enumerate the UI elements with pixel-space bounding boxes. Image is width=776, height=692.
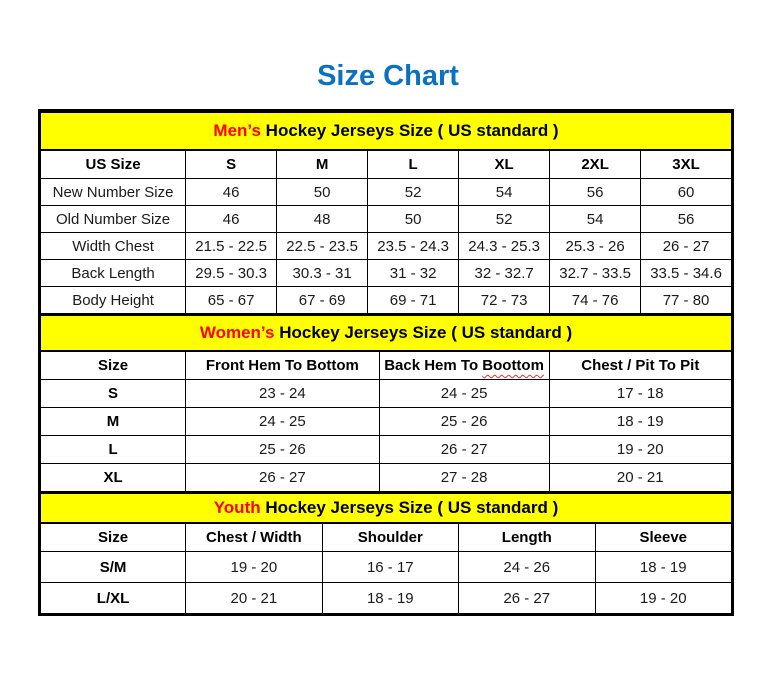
section-title-highlight: Men’s	[213, 121, 261, 140]
cell-value: 21.5 - 22.5	[186, 233, 277, 260]
column-header: US Size	[41, 150, 186, 179]
row-label: Old Number Size	[41, 206, 186, 233]
page-title: Size Chart	[317, 60, 459, 92]
cell-value: 32.7 - 33.5	[550, 260, 641, 287]
cell-value: 26 - 27	[459, 583, 595, 614]
section-title-text: Hockey Jerseys Size ( US standard )	[260, 498, 559, 517]
cell-value: 19 - 20	[549, 436, 731, 464]
cell-value: 17 - 18	[549, 380, 731, 408]
row-label: Body Height	[41, 287, 186, 314]
cell-value: 19 - 20	[595, 583, 731, 614]
table-row	[41, 552, 732, 583]
column-header: Length	[459, 523, 595, 552]
cell-value: 24 - 25	[186, 408, 379, 436]
cell-value: 50	[277, 179, 368, 206]
cell-value: 18 - 19	[322, 583, 458, 614]
table-row	[41, 464, 732, 492]
cell-value: 72 - 73	[459, 287, 550, 314]
table-row	[41, 179, 732, 206]
section-title-highlight: Youth	[213, 498, 261, 517]
cell-value: 20 - 21	[186, 583, 322, 614]
cell-value: 26 - 27	[186, 464, 379, 492]
cell-value: 48	[277, 206, 368, 233]
cell-value: 29.5 - 30.3	[186, 260, 277, 287]
cell-value: 25 - 26	[379, 408, 549, 436]
column-header-row	[41, 523, 732, 552]
cell-value: 60	[641, 179, 732, 206]
table-row	[41, 436, 732, 464]
cell-value: 26 - 27	[641, 233, 732, 260]
cell-value: 56	[641, 206, 732, 233]
cell-value: 24.3 - 25.3	[459, 233, 550, 260]
column-header: Sleeve	[595, 523, 731, 552]
cell-value: 30.3 - 31	[277, 260, 368, 287]
column-header: 3XL	[641, 150, 732, 179]
cell-value: 31 - 32	[368, 260, 459, 287]
row-label: L	[41, 436, 186, 464]
cell-value: 67 - 69	[277, 287, 368, 314]
section-title-text: Hockey Jerseys Size ( US standard )	[260, 121, 559, 140]
cell-value: 54	[550, 206, 641, 233]
column-header-row	[41, 150, 732, 179]
section-title-highlight: Women’s	[199, 323, 275, 342]
youth-size-table	[40, 492, 732, 614]
cell-value: 46	[186, 206, 277, 233]
cell-value: 20 - 21	[549, 464, 731, 492]
cell-value: 54	[459, 179, 550, 206]
column-header: Size	[41, 523, 186, 552]
cell-value: 27 - 28	[379, 464, 549, 492]
column-header-row	[41, 351, 732, 380]
row-label: XL	[41, 464, 186, 492]
column-header-text: Back Hem To	[384, 357, 483, 374]
column-header	[379, 351, 549, 380]
column-header: Chest / Pit To Pit	[549, 351, 731, 380]
row-label: M	[41, 408, 186, 436]
cell-value: 32 - 32.7	[459, 260, 550, 287]
column-header: M	[277, 150, 368, 179]
row-label: S/M	[41, 552, 186, 583]
cell-value: 52	[368, 179, 459, 206]
section-title	[41, 112, 732, 150]
cell-value: 52	[459, 206, 550, 233]
table-row	[41, 260, 732, 287]
section-title-text: Hockey Jerseys Size ( US standard )	[274, 323, 573, 342]
table-row	[41, 206, 732, 233]
cell-value: 16 - 17	[322, 552, 458, 583]
column-header: Size	[41, 351, 186, 380]
column-header: XL	[459, 150, 550, 179]
table-row	[41, 233, 732, 260]
row-label: S	[41, 380, 186, 408]
table-row	[41, 583, 732, 614]
section-title-row	[41, 493, 732, 523]
cell-value: 65 - 67	[186, 287, 277, 314]
column-header-misspelled-text: Boottom	[482, 357, 544, 374]
cell-value: 24 - 26	[459, 552, 595, 583]
cell-value: 25 - 26	[186, 436, 379, 464]
cell-value: 22.5 - 23.5	[277, 233, 368, 260]
cell-value: 33.5 - 34.6	[641, 260, 732, 287]
cell-value: 50	[368, 206, 459, 233]
cell-value: 24 - 25	[379, 380, 549, 408]
cell-value: 56	[550, 179, 641, 206]
section-title-row	[41, 112, 732, 150]
column-header: L	[368, 150, 459, 179]
cell-value: 77 - 80	[641, 287, 732, 314]
mens-size-table	[40, 111, 732, 314]
table-row	[41, 408, 732, 436]
column-header: Chest / Width	[186, 523, 322, 552]
column-header: S	[186, 150, 277, 179]
section-title	[41, 315, 732, 351]
section-title-row	[41, 315, 732, 351]
column-header: Front Hem To Bottom	[186, 351, 379, 380]
cell-value: 69 - 71	[368, 287, 459, 314]
cell-value: 23 - 24	[186, 380, 379, 408]
cell-value: 19 - 20	[186, 552, 322, 583]
table-row	[41, 380, 732, 408]
cell-value: 18 - 19	[549, 408, 731, 436]
column-header: 2XL	[550, 150, 641, 179]
row-label: New Number Size	[41, 179, 186, 206]
cell-value: 74 - 76	[550, 287, 641, 314]
row-label: L/XL	[41, 583, 186, 614]
cell-value: 18 - 19	[595, 552, 731, 583]
cell-value: 26 - 27	[379, 436, 549, 464]
section-title	[41, 493, 732, 523]
cell-value: 25.3 - 26	[550, 233, 641, 260]
cell-value: 23.5 - 24.3	[368, 233, 459, 260]
table-row	[41, 287, 732, 314]
row-label: Back Length	[41, 260, 186, 287]
size-chart	[38, 109, 734, 616]
womens-size-table	[40, 314, 732, 492]
cell-value: 46	[186, 179, 277, 206]
column-header: Shoulder	[322, 523, 458, 552]
row-label: Width Chest	[41, 233, 186, 260]
